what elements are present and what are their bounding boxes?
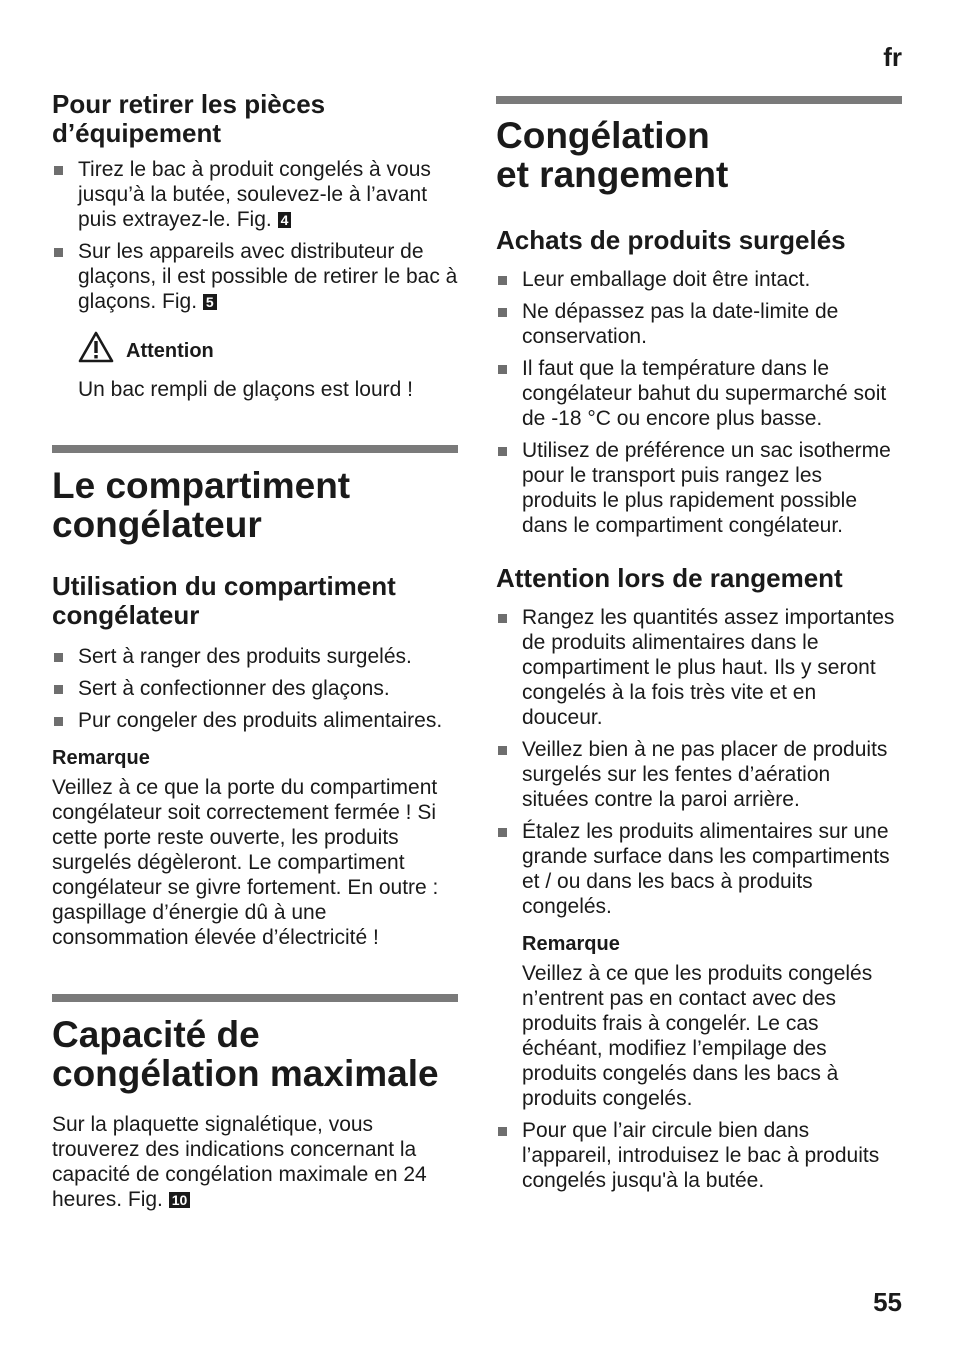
title-line: Congélation [496, 115, 710, 156]
list-item-text: Leur emballage doit être intact. [522, 268, 811, 291]
section-title-freezing-storage [496, 116, 902, 194]
bullet-square-icon [54, 685, 63, 694]
storage-list [496, 605, 902, 919]
bullet-square-icon [498, 447, 507, 456]
bullet-square-icon [498, 1127, 507, 1136]
list-item-text: Veillez bien à ne pas placer de produits surgelés sur les fentes d’aération situées contre la paroi arrière. [522, 738, 888, 811]
section-divider [52, 994, 458, 1002]
list-item [52, 676, 458, 701]
page-number: 55 [873, 1287, 902, 1317]
title-line: Utilisation du compartiment [52, 571, 396, 601]
list-item [52, 239, 458, 314]
list-item-text: Sur les appareils avec distributeur de glaçons, il est possible de retirer le bac à glaçons. Fig. [78, 240, 458, 313]
list-item [496, 819, 902, 919]
bullet-square-icon [54, 248, 63, 257]
list-item [496, 356, 902, 431]
usage-list [52, 644, 458, 733]
attention-text: Un bac rempli de glaçons est lourd ! [78, 378, 414, 401]
list-item-text: Sert à ranger des produits surgelés. [78, 645, 412, 668]
bullet-square-icon [54, 166, 63, 175]
list-item-text: Pur congeler des produits alimentaires. [78, 709, 443, 732]
list-item [496, 1118, 902, 1193]
list-item [496, 267, 902, 292]
storage-list-continued [496, 1118, 902, 1193]
list-item [496, 737, 902, 812]
right-column [496, 0, 902, 1193]
attention-box [78, 331, 458, 402]
list-item-text: Ne dépassez pas la date-limite de conservation. [522, 300, 839, 348]
figure-ref-badge: 4 [278, 212, 292, 228]
figure-ref-badge: 5 [203, 294, 217, 310]
list-item [52, 157, 458, 232]
title-line: et rangement [496, 154, 729, 195]
left-column [52, 0, 458, 1212]
language-tag: fr [883, 42, 902, 72]
section-divider [496, 96, 902, 104]
warning-triangle-icon [78, 331, 114, 363]
list-item-text: Étalez les produits alimentaires sur une grande surface dans les compartiments et / ou dans les bacs à produits congelés. [522, 820, 890, 918]
bullet-square-icon [54, 717, 63, 726]
title-line: Capacité de [52, 1014, 260, 1055]
subsection-title-usage [52, 572, 458, 630]
list-item-text: Utilisez de préférence un sac isotherme pour le transport puis rangez les produits le plus rapidement possible dans le compartiment congélateur. [522, 439, 891, 537]
note-label: Remarque [52, 747, 150, 769]
section-title-remove-parts [52, 90, 458, 148]
subsection-title-buying: Achats de produits surgelés [496, 225, 846, 255]
bullet-square-icon [498, 614, 507, 623]
attention-label: Attention [126, 340, 214, 362]
buying-list [496, 267, 902, 538]
title-line: Pour retirer les pièces [52, 89, 326, 119]
note-label: Remarque [522, 933, 620, 955]
bullet-square-icon [498, 276, 507, 285]
list-item [496, 605, 902, 730]
section-title-max-capacity [52, 1015, 458, 1093]
list-item-text: Rangez les quantités assez importantes de produits alimentaires dans le compartiment le plus haut. Ils y seront congelés à la fois très vite et en douceur. [522, 606, 895, 729]
note-text: Veillez à ce que la porte du compartiment congélateur soit correctement fermée ! Si cette porte reste ouverte, les produits surgelés dégèleront. Le compartiment congélateur se givre fortement. En outre : gaspillage d’énergie dû à une consommation élevée d’électricité ! [52, 776, 439, 949]
subsection-title-storage-attention: Attention lors de rangement [496, 563, 843, 593]
remove-parts-list [52, 157, 458, 314]
title-line: Le compartiment [52, 465, 351, 506]
title-line: d’équipement [52, 118, 222, 148]
max-capacity-text [52, 1112, 448, 1212]
list-item [52, 708, 458, 733]
list-item-text: Sert à confectionner des glaçons. [78, 677, 390, 700]
section-divider [52, 445, 458, 453]
list-item [52, 644, 458, 669]
section-title-freezer-compartment [52, 466, 458, 544]
title-line: congélateur [52, 600, 200, 630]
bullet-square-icon [498, 828, 507, 837]
bullet-square-icon [498, 308, 507, 317]
title-line: congélation maximale [52, 1053, 439, 1094]
bullet-square-icon [498, 746, 507, 755]
figure-ref-badge: 10 [169, 1192, 191, 1208]
list-item [496, 438, 902, 538]
list-item [496, 299, 902, 349]
storage-note [522, 932, 902, 1111]
list-item-text: Tirez le bac à produit congelés à vous jusqu’à la butée, soulevez-le à l’avant puis extrayez-le. Fig. [78, 158, 431, 231]
bullet-square-icon [54, 653, 63, 662]
list-item-text: Pour que l’air circule bien dans l’appareil, introduisez le bac à produits congelés jusqu'à la butée. [522, 1119, 880, 1192]
list-item-text: Il faut que la température dans le congélateur bahut du supermarché soit de -18 °C ou encore plus basse. [522, 357, 887, 430]
paragraph-text: Sur la plaquette signalétique, vous trouverez des indications concernant la capacité de congélation maximale en 24 heures. Fig. [52, 1113, 427, 1211]
title-line: congélateur [52, 504, 262, 545]
note-text: Veillez à ce que les produits congelés n’entrent pas en contact avec des produits frais à congelér. Le cas échéant, modifiez l’empilage des produits congelés dans les bacs à produits congelés. [522, 962, 873, 1110]
bullet-square-icon [498, 365, 507, 374]
attention-header [78, 331, 458, 363]
